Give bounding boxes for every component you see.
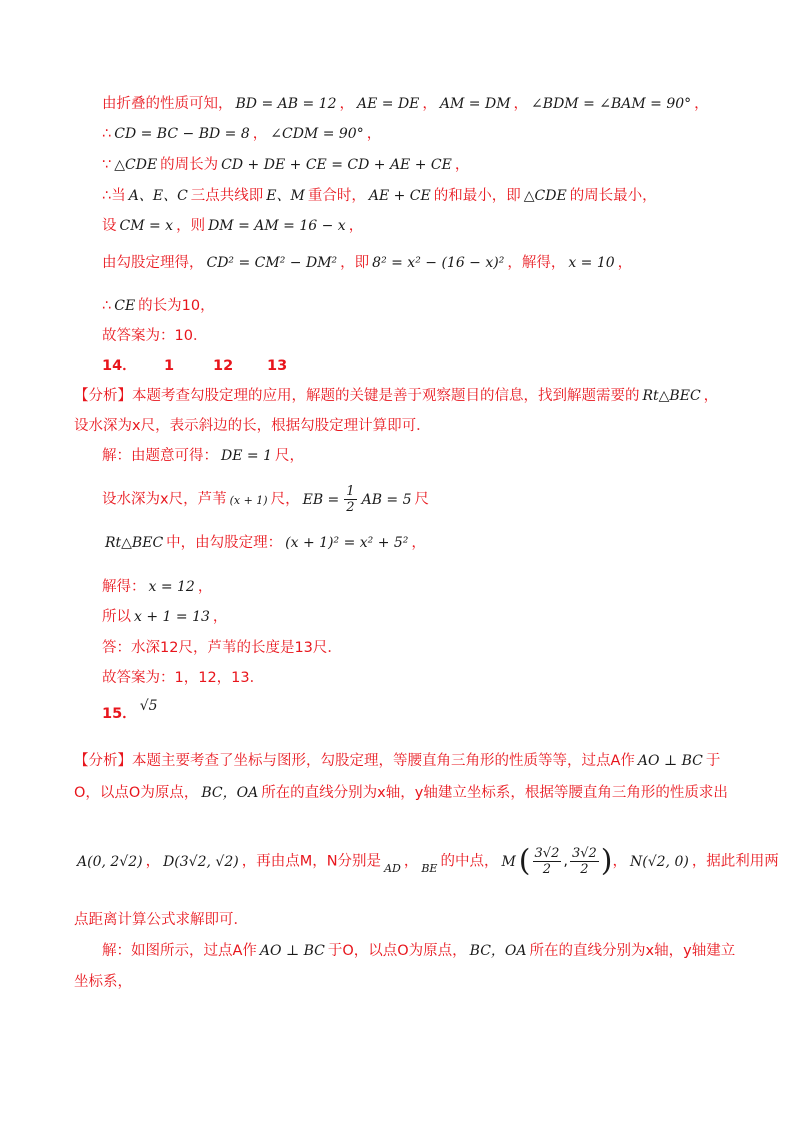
point-d: D(3√2, √2)	[163, 853, 239, 870]
math-expr: CD² = CM² − DM²	[206, 255, 338, 271]
solution-line-12: 所以 x + 1 = 13 ，	[102, 609, 228, 625]
question-14-answers	[102, 356, 287, 376]
solution-line-11: 解得： x = 12 ，	[102, 579, 213, 595]
solution-line-14: 解：如图所示，过点A作 AO ⊥ BC 于O，以点O为原点， BC，OA 所在的直线分别为x轴，y轴建立	[102, 943, 736, 959]
point-n: N(√2, 0)	[630, 853, 689, 870]
analysis-line-1: 【分析】本题考查勾股定理的应用，解题的关键是善于观察题目的信息，找到解题需要的 Rt△BEC ，	[74, 388, 719, 404]
segment-be: BE	[421, 861, 438, 875]
math-expr: x = 12	[148, 579, 195, 595]
math-expr: BC，OA	[201, 785, 259, 801]
math-expr: AE + CE	[368, 188, 431, 204]
math-expr: CD + DE + CE = CD + AE + CE	[221, 157, 452, 173]
question-number: 14．	[102, 358, 137, 374]
math-expr: ∠CDM = 90°	[270, 126, 364, 142]
math-expr: (x + 1)	[229, 493, 268, 507]
solution-line-3: ∵ △CDE 的周长为 CD + DE + CE = CD + AE + CE ，	[102, 157, 470, 173]
analysis-line-2: 设水深为x尺，表示斜边的长，根据勾股定理计算即可．	[74, 418, 431, 434]
math-expr: AB = 5	[361, 491, 412, 508]
solution-line-9: 设水深为x尺，芦苇 (x + 1) 尺， EB = $\frac{1}{2}$ AB = 5 尺	[102, 484, 430, 515]
solution-line-6: 由勾股定理得， CD² = CM² − DM² ，即 8² = x² − (16 − x)² ，解得， x = 10 ，	[102, 255, 633, 271]
math-expr: x = 10	[568, 255, 615, 271]
question-number: 15．	[102, 706, 137, 722]
fraction-my: $\frac{3√2}{2}$	[571, 846, 597, 877]
point-a: A(0, 2√2)	[77, 853, 143, 870]
math-expr: CM = x	[119, 218, 174, 234]
analysis-line-6: 点距离计算公式求解即可．	[74, 912, 248, 928]
segment-ad: AD	[384, 861, 401, 875]
math-expr: E、M	[266, 188, 305, 204]
point-m: M	[501, 853, 516, 870]
question-15-answer	[102, 698, 161, 724]
analysis-line-5: A(0, 2√2) ， D(3√2, √2) ，再由点M，N分别是 $_{AD}$ ， $_{BE}$ 的中点， M ( $\frac{3√2}{2}$ , $\frac{3√2}{2}$ )， N(√2, 0) ，据此利用两	[77, 843, 779, 879]
answer-blank-2: 12	[213, 358, 234, 374]
math-expr: Rt△BEC	[105, 535, 164, 551]
math-expr: BC，OA	[469, 943, 527, 959]
solution-line-4: ∴当 A、E、C 三点共线即 E、M 重合时， AE + CE 的和最小，即 △CDE 的周长最小，	[102, 188, 657, 204]
math-expr: DM = AM = 16 − x	[208, 218, 346, 234]
math-expr: CE	[114, 298, 136, 314]
math-expr: (x + 1)² = x² + 5²	[285, 535, 409, 551]
math-expr: DE = 1	[221, 448, 272, 464]
math-expr: 8² = x² − (16 − x)²	[372, 255, 505, 271]
solution-line-7: ∴ CE 的长为10，	[102, 298, 215, 314]
math-expr: CD = BC − BD = 8	[114, 126, 250, 142]
answer-line-14: 故答案为：1，12，13．	[102, 670, 265, 686]
fraction-half: $\frac{1}{2}$	[346, 484, 355, 515]
answer-line-13: 故答案为：10．	[102, 328, 208, 344]
answer-blank-1: 1	[164, 358, 175, 374]
solution-line-5: 设 CM = x ，则 DM = AM = 16 − x ，	[102, 218, 364, 234]
answer-sqrt5: √5	[139, 698, 158, 714]
solution-line-10: Rt△BEC 中，由勾股定理： (x + 1)² = x² + 5² ，	[105, 535, 426, 551]
math-expr: AO ⊥ BC	[259, 943, 325, 959]
math-expr: AM = DM	[439, 96, 511, 112]
math-expr: △CDE	[523, 188, 567, 204]
math-expr: AE = DE	[357, 96, 420, 112]
math-expr: AO ⊥ BC	[637, 753, 703, 769]
math-expr: ∠BDM = ∠BAM = 90°	[531, 96, 692, 112]
math-expr: A、E、C	[128, 188, 188, 204]
math-expr: △CDE	[114, 157, 158, 173]
solution-line-2: ∴ CD = BC − BD = 8 ， ∠CDM = 90° ，	[102, 126, 382, 142]
fraction-mx: $\frac{3√2}{2}$	[534, 846, 560, 877]
solution-line-13: 答：水深12尺，芦苇的长度是13尺．	[102, 640, 342, 656]
analysis-line-4: O，以点O为原点， BC，OA 所在的直线分别为x轴，y轴建立坐标系，根据等腰直角三角形的性质求出	[74, 785, 728, 801]
math-expr: EB =	[302, 491, 340, 508]
solution-line-8: 解：由题意可得： DE = 1 尺，	[102, 448, 304, 464]
analysis-line-3: 【分析】本题主要考查了坐标与图形，勾股定理，等腰直角三角形的性质等等，过点A作 AO ⊥ BC 于	[74, 753, 721, 769]
math-expr: BD = AB = 12	[235, 96, 337, 112]
solution-line-1: 由折叠的性质可知， BD = AB = 12 ， AE = DE ， AM = DM ， ∠BDM = ∠BAM = 90° ，	[102, 96, 709, 112]
answer-blank-3: 13	[267, 358, 288, 374]
math-expr: x + 1 = 13	[134, 609, 210, 625]
solution-line-15: 坐标系，	[74, 974, 132, 990]
math-expr: Rt△BEC	[642, 388, 701, 404]
